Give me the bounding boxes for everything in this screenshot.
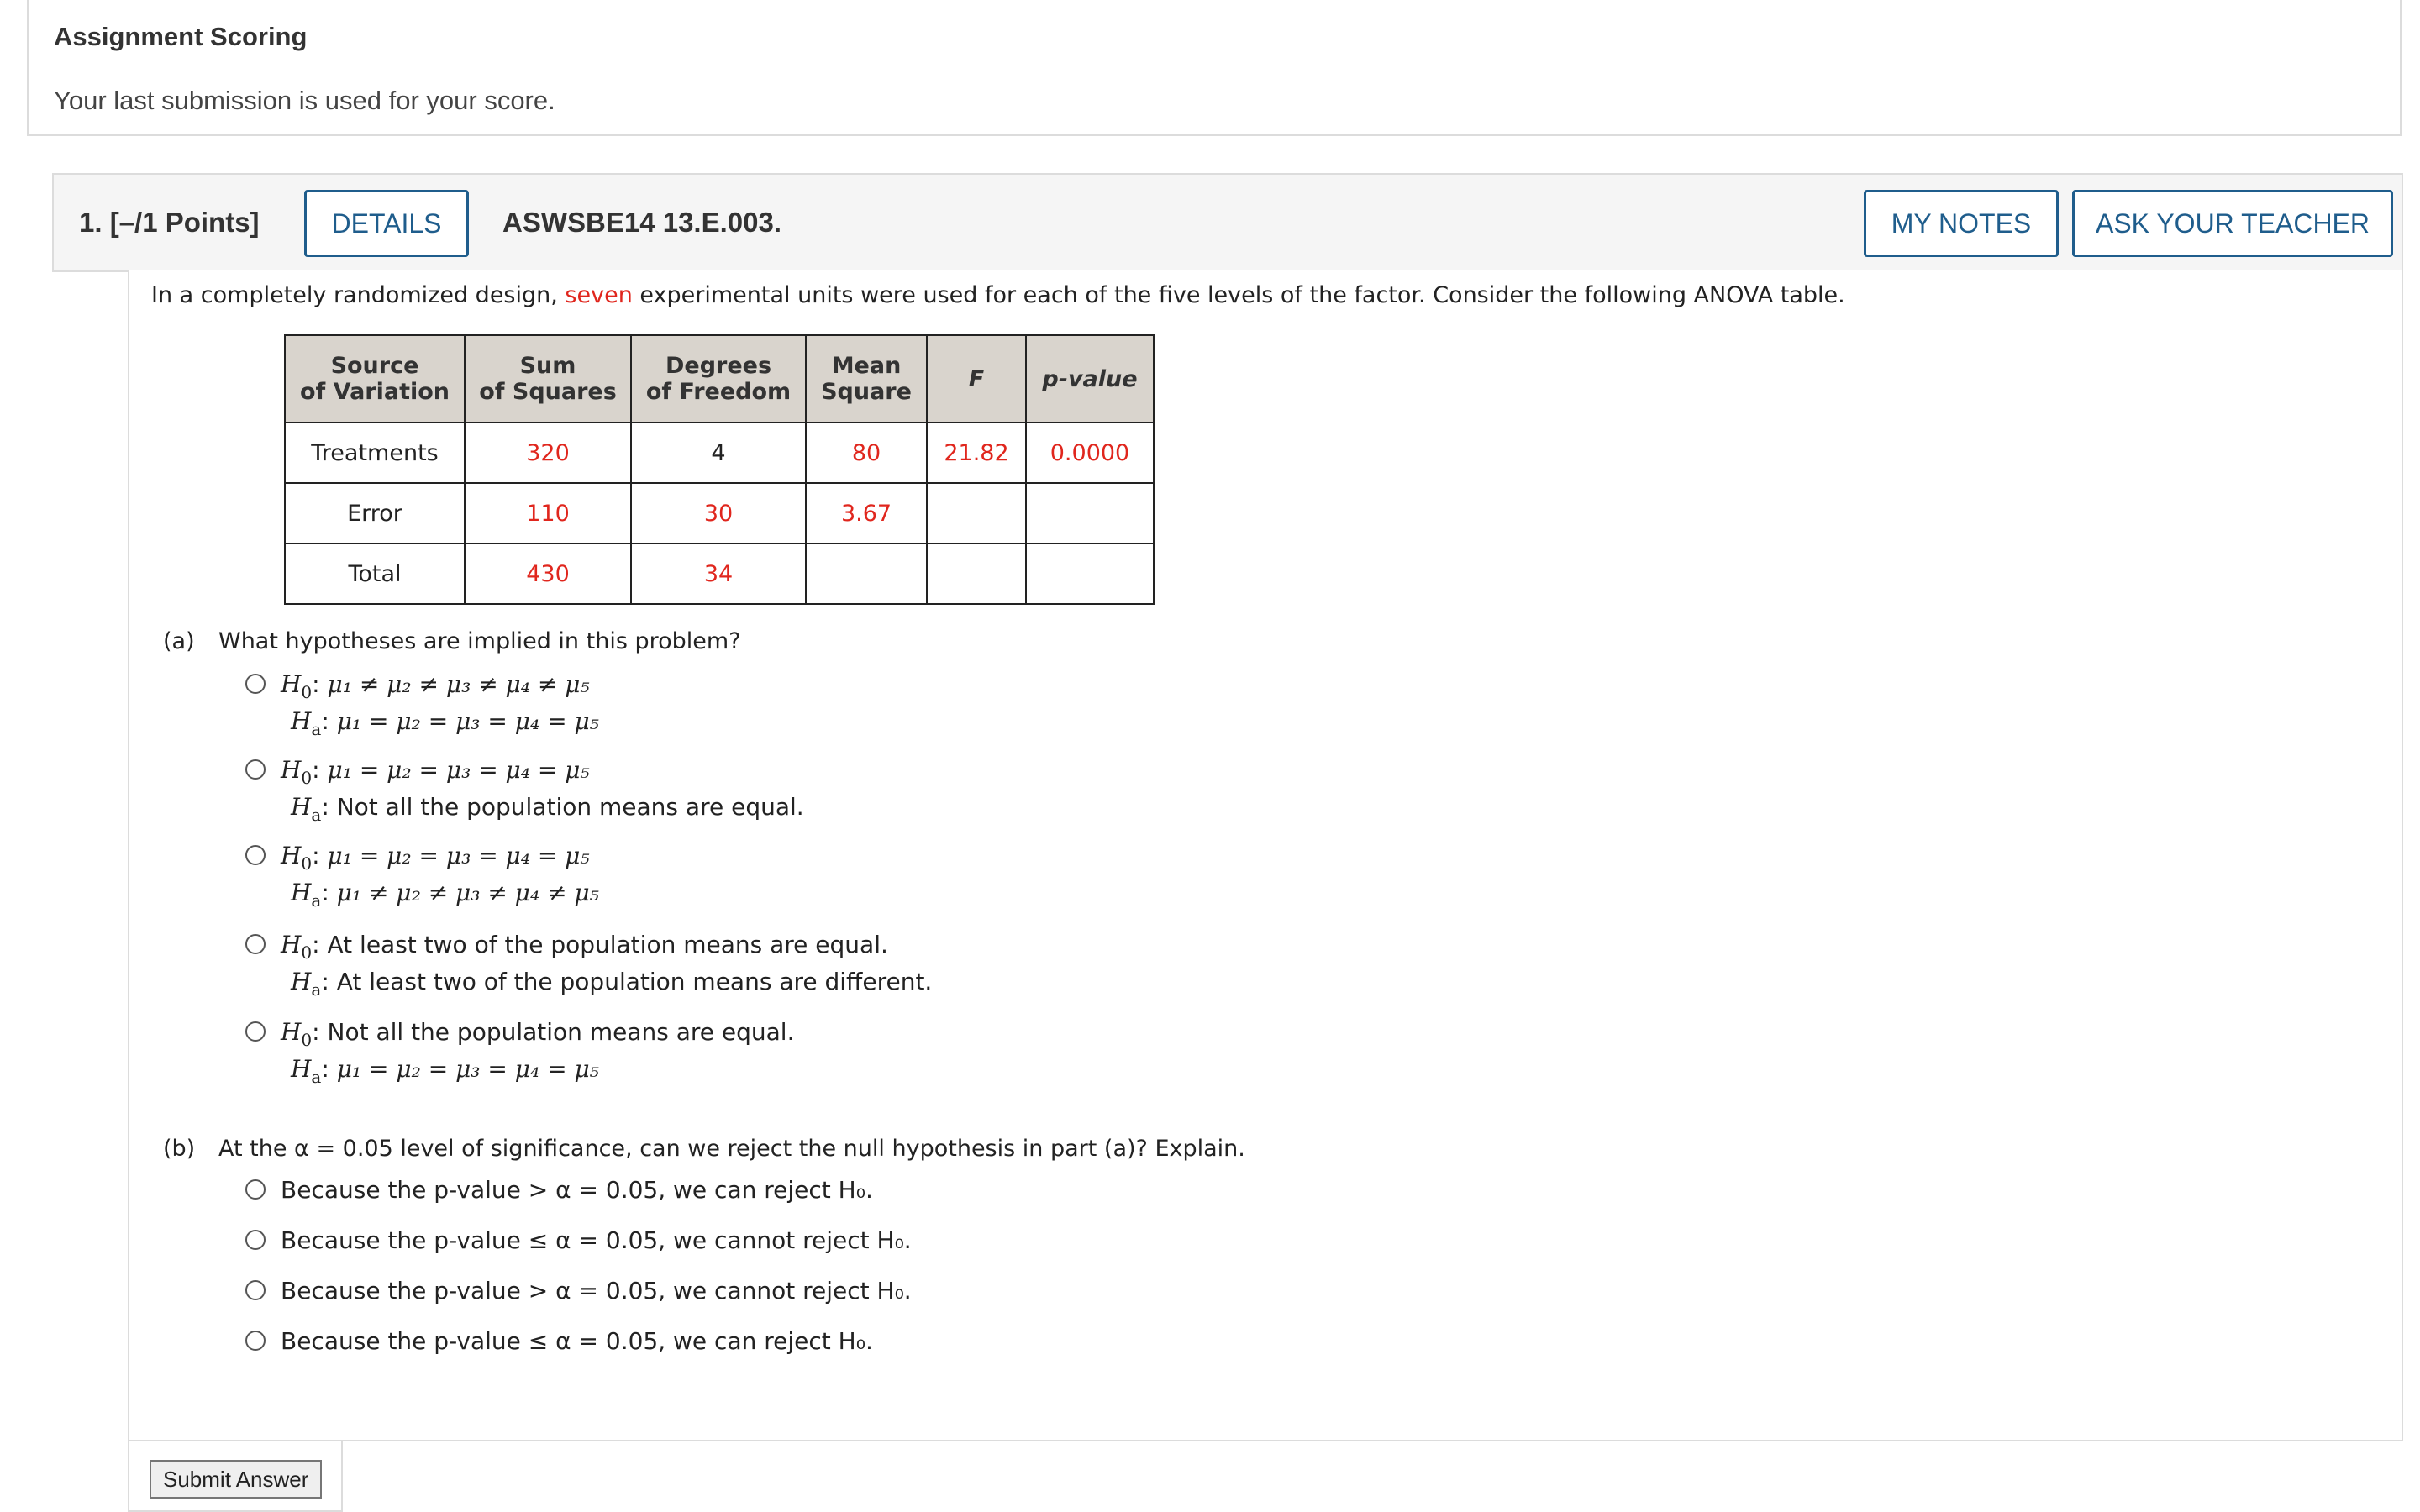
option-ha: $H_a$: μ₁ ≠ μ₂ ≠ μ₃ ≠ μ₄ ≠ μ₅ [291,879,599,911]
row-p: 0.0000 [1026,423,1154,483]
row-ss: 320 [465,423,631,483]
row-f [927,483,1026,543]
prompt-text-1: In a completely randomized design, [151,282,566,308]
row-source: Treatments [285,423,465,483]
option-h0: $H_0$: μ₁ = μ₂ = μ₃ = μ₄ = μ₅ [281,756,590,788]
prompt-text-2: experimental units were used for each of the five levels of the factor. Consider the following ANOVA table. [632,282,1845,308]
header-p-value: p-value [1026,335,1154,423]
question-header [52,173,2403,272]
option-text: Because the p-value > α = 0.05, we cannot reject H₀. [281,1277,912,1305]
radio-button[interactable] [245,1179,266,1200]
table-row [285,483,1154,543]
header-mean-square: Mean Square [806,335,927,423]
radio-button[interactable] [245,1230,266,1250]
ask-teacher-button[interactable]: ASK YOUR TEACHER [2072,190,2393,257]
radio-button[interactable] [245,759,266,780]
scoring-description: Your last submission is used for your score. [54,86,555,115]
row-p [1026,483,1154,543]
part-a-question: What hypotheses are implied in this problem? [218,628,741,654]
option-text: Because the p-value ≤ α = 0.05, we cannot reject H₀. [281,1226,912,1254]
row-source: Total [285,543,465,604]
row-f: 21.82 [927,423,1026,483]
row-df: 4 [631,423,806,483]
row-ms: 80 [806,423,927,483]
header-degrees-of-freedom: Degrees of Freedom [631,335,806,423]
header-sum-of-squares: Sum of Squares [465,335,631,423]
question-prompt [151,282,1845,308]
radio-button[interactable] [245,845,266,865]
header-source: Source of Variation [285,335,465,423]
option-h0: $H_0$: At least two of the population means are equal. [281,931,888,963]
row-ms: 3.67 [806,483,927,543]
row-df: 34 [631,543,806,604]
radio-button[interactable] [245,1280,266,1300]
option-ha: $H_a$: Not all the population means are equal. [291,793,804,825]
part-a-label: (a) [163,628,195,654]
table-row [285,543,1154,604]
question-number-points: 1. [–/1 Points] [79,207,260,238]
option-h0: $H_0$: Not all the population means are equal. [281,1018,795,1050]
option-h0: $H_0$: μ₁ = μ₂ = μ₃ = μ₄ = μ₅ [281,842,590,874]
radio-button[interactable] [245,1331,266,1351]
assignment-scoring-panel [27,0,2402,136]
option-ha: $H_a$: μ₁ = μ₂ = μ₃ = μ₄ = μ₅ [291,707,599,739]
question-code: ASWSBE14 13.E.003. [502,207,781,238]
row-f [927,543,1026,604]
row-source: Error [285,483,465,543]
submit-answer-button[interactable]: Submit Answer [150,1460,322,1499]
option-text: Because the p-value ≤ α = 0.05, we can reject H₀. [281,1327,873,1355]
row-ss: 430 [465,543,631,604]
part-b-label: (b) [163,1136,196,1162]
row-ms [806,543,927,604]
option-ha: $H_a$: At least two of the population means are different. [291,968,933,1000]
option-ha: $H_a$: μ₁ = μ₂ = μ₃ = μ₄ = μ₅ [291,1055,599,1087]
row-df: 30 [631,483,806,543]
anova-table [284,334,1155,605]
prompt-highlight: seven [565,282,633,308]
radio-button[interactable] [245,674,266,694]
scoring-title: Assignment Scoring [54,22,308,51]
part-b-question: At the α = 0.05 level of significance, can we reject the null hypothesis in part (a)? Explain. [218,1136,1245,1162]
table-row [285,423,1154,483]
option-text: Because the p-value > α = 0.05, we can reject H₀. [281,1176,873,1204]
anova-header-row [285,335,1154,423]
my-notes-button[interactable]: MY NOTES [1864,190,2059,257]
radio-button[interactable] [245,934,266,954]
details-button[interactable]: DETAILS [304,190,469,257]
row-p [1026,543,1154,604]
header-f: F [927,335,1026,423]
row-ss: 110 [465,483,631,543]
radio-button[interactable] [245,1021,266,1042]
option-h0: $H_0$: μ₁ ≠ μ₂ ≠ μ₃ ≠ μ₄ ≠ μ₅ [281,670,590,702]
